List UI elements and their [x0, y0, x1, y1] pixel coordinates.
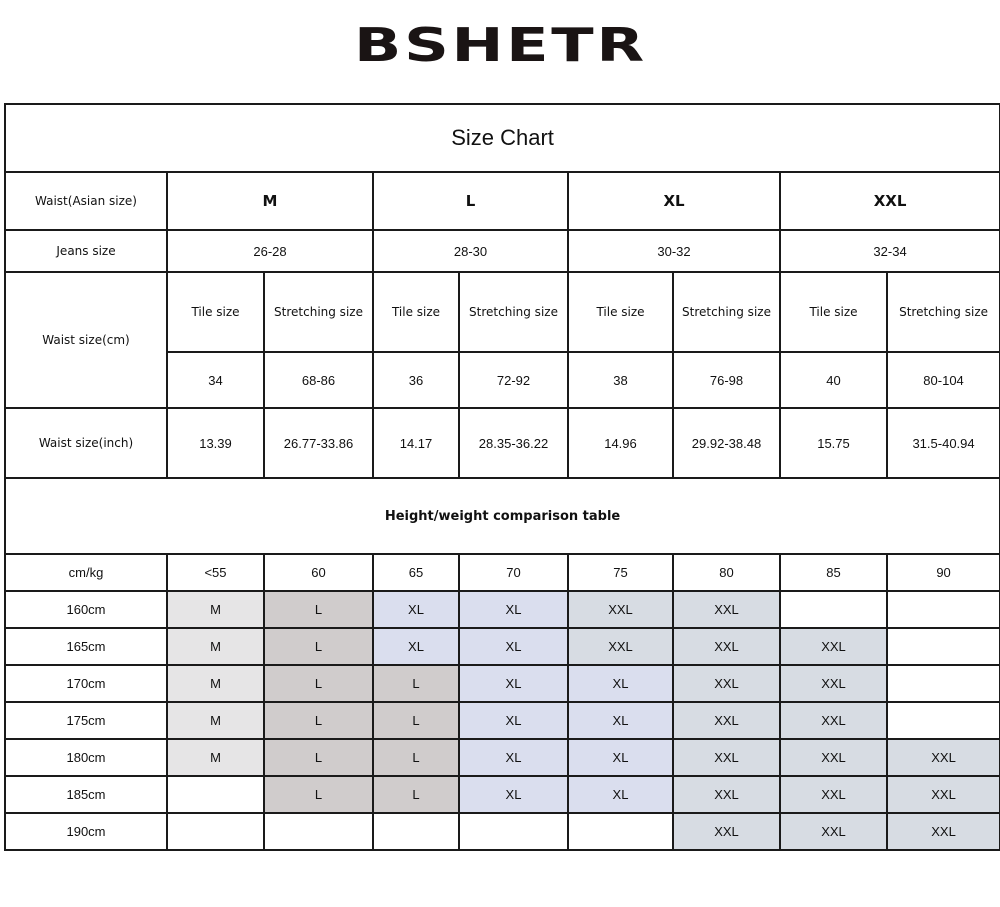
- size-cell: XL: [373, 591, 459, 628]
- weight-header: 85: [780, 554, 887, 591]
- jeans-size-l: 28-30: [373, 230, 568, 272]
- size-cell: [264, 813, 373, 850]
- size-cell: [459, 813, 568, 850]
- weight-header: <55: [167, 554, 264, 591]
- size-cell: L: [373, 702, 459, 739]
- size-cell: XXL: [780, 628, 887, 665]
- size-cell: XL: [568, 665, 673, 702]
- tile-inch-m: 13.39: [167, 408, 264, 478]
- size-cell: XXL: [673, 813, 780, 850]
- size-cell: XXL: [568, 591, 673, 628]
- tile-size-label: Tile size: [373, 272, 459, 352]
- hw-table-row: [5, 776, 1000, 813]
- weight-header: 75: [568, 554, 673, 591]
- weight-header: 70: [459, 554, 568, 591]
- size-cell: XXL: [673, 776, 780, 813]
- hw-table-row: [5, 665, 1000, 702]
- stretch-cm-l: 72-92: [459, 352, 568, 408]
- tile-inch-xxl: 15.75: [780, 408, 887, 478]
- size-header-xl: XL: [568, 172, 780, 230]
- size-cell: [167, 776, 264, 813]
- height-label: 165cm: [5, 628, 167, 665]
- chart-title: Size Chart: [5, 104, 1000, 172]
- size-cell: [167, 813, 264, 850]
- size-cell: XL: [459, 739, 568, 776]
- size-cell: XXL: [673, 665, 780, 702]
- size-cell: XXL: [887, 776, 1000, 813]
- jeans-size-m: 26-28: [167, 230, 373, 272]
- size-chart-table: [4, 103, 1000, 851]
- size-cell: [887, 628, 1000, 665]
- size-cell: XL: [459, 591, 568, 628]
- size-cell: L: [264, 702, 373, 739]
- stretch-size-label: Stretching size: [673, 272, 780, 352]
- size-cell: XXL: [780, 702, 887, 739]
- hw-table-row: [5, 591, 1000, 628]
- tile-size-label: Tile size: [780, 272, 887, 352]
- row-label-asian-size: Waist(Asian size): [5, 172, 167, 230]
- tile-inch-xl: 14.96: [568, 408, 673, 478]
- tile-cm-l: 36: [373, 352, 459, 408]
- height-label: 170cm: [5, 665, 167, 702]
- size-cell: XXL: [780, 813, 887, 850]
- weight-header: 65: [373, 554, 459, 591]
- weight-header: 90: [887, 554, 1000, 591]
- height-label: 175cm: [5, 702, 167, 739]
- height-label: 180cm: [5, 739, 167, 776]
- stretch-cm-m: 68-86: [264, 352, 373, 408]
- size-cell: XL: [568, 702, 673, 739]
- size-cell: XXL: [673, 591, 780, 628]
- size-cell: L: [264, 628, 373, 665]
- stretch-cm-xl: 76-98: [673, 352, 780, 408]
- jeans-size-xl: 30-32: [568, 230, 780, 272]
- size-cell: L: [264, 665, 373, 702]
- stretch-size-label: Stretching size: [459, 272, 568, 352]
- size-cell: XL: [459, 665, 568, 702]
- size-cell: M: [167, 702, 264, 739]
- row-label-waist-inch: Waist size(inch): [5, 408, 167, 478]
- hw-table-caption: Height/weight comparison table: [5, 478, 1000, 554]
- tile-cm-xxl: 40: [780, 352, 887, 408]
- size-cell: [780, 591, 887, 628]
- size-cell: [887, 665, 1000, 702]
- stretch-size-label: Stretching size: [887, 272, 1000, 352]
- row-label-waist-cm: Waist size(cm): [5, 272, 167, 408]
- size-cell: XL: [568, 776, 673, 813]
- jeans-size-xxl: 32-34: [780, 230, 1000, 272]
- weight-header: 60: [264, 554, 373, 591]
- size-cell: L: [373, 776, 459, 813]
- size-cell: XL: [459, 776, 568, 813]
- brand-wordmark: BSHETR: [353, 18, 647, 72]
- hw-corner-label: cm/kg: [5, 554, 167, 591]
- stretch-inch-m: 26.77-33.86: [264, 408, 373, 478]
- tile-size-label: Tile size: [167, 272, 264, 352]
- height-label: 160cm: [5, 591, 167, 628]
- size-cell: [887, 702, 1000, 739]
- stretch-inch-xxl: 31.5-40.94: [887, 408, 1000, 478]
- size-cell: XL: [373, 628, 459, 665]
- hw-header-row: [5, 554, 1000, 591]
- stretch-inch-l: 28.35-36.22: [459, 408, 568, 478]
- size-cell: L: [373, 665, 459, 702]
- size-header-l: L: [373, 172, 568, 230]
- weight-header: 80: [673, 554, 780, 591]
- height-label: 185cm: [5, 776, 167, 813]
- size-cell: XL: [568, 739, 673, 776]
- size-header-xxl: XXL: [780, 172, 1000, 230]
- stretch-cm-xxl: 80-104: [887, 352, 1000, 408]
- size-cell: XXL: [673, 739, 780, 776]
- tile-inch-l: 14.17: [373, 408, 459, 478]
- brand-logo: [0, 18, 1000, 72]
- size-cell: M: [167, 739, 264, 776]
- size-cell: L: [264, 591, 373, 628]
- stretch-inch-xl: 29.92-38.48: [673, 408, 780, 478]
- size-cell: XXL: [780, 665, 887, 702]
- hw-table-row: [5, 739, 1000, 776]
- size-cell: XL: [459, 628, 568, 665]
- hw-table-row: [5, 702, 1000, 739]
- tile-cm-xl: 38: [568, 352, 673, 408]
- size-cell: XXL: [887, 813, 1000, 850]
- size-cell: XXL: [568, 628, 673, 665]
- size-header-m: M: [167, 172, 373, 230]
- size-cell: M: [167, 628, 264, 665]
- size-cell: M: [167, 665, 264, 702]
- size-cell: [568, 813, 673, 850]
- tile-size-label: Tile size: [568, 272, 673, 352]
- size-cell: L: [373, 739, 459, 776]
- size-cell: XXL: [673, 702, 780, 739]
- stretch-size-label: Stretching size: [264, 272, 373, 352]
- size-cell: XXL: [780, 776, 887, 813]
- size-cell: M: [167, 591, 264, 628]
- hw-table-row: [5, 628, 1000, 665]
- size-cell: L: [264, 739, 373, 776]
- size-cell: [373, 813, 459, 850]
- row-label-jeans-size: Jeans size: [5, 230, 167, 272]
- size-cell: [887, 591, 1000, 628]
- tile-cm-m: 34: [167, 352, 264, 408]
- hw-table-row: [5, 813, 1000, 850]
- size-cell: XXL: [673, 628, 780, 665]
- size-cell: L: [264, 776, 373, 813]
- size-cell: XL: [459, 702, 568, 739]
- size-cell: XXL: [780, 739, 887, 776]
- height-label: 190cm: [5, 813, 167, 850]
- size-cell: XXL: [887, 739, 1000, 776]
